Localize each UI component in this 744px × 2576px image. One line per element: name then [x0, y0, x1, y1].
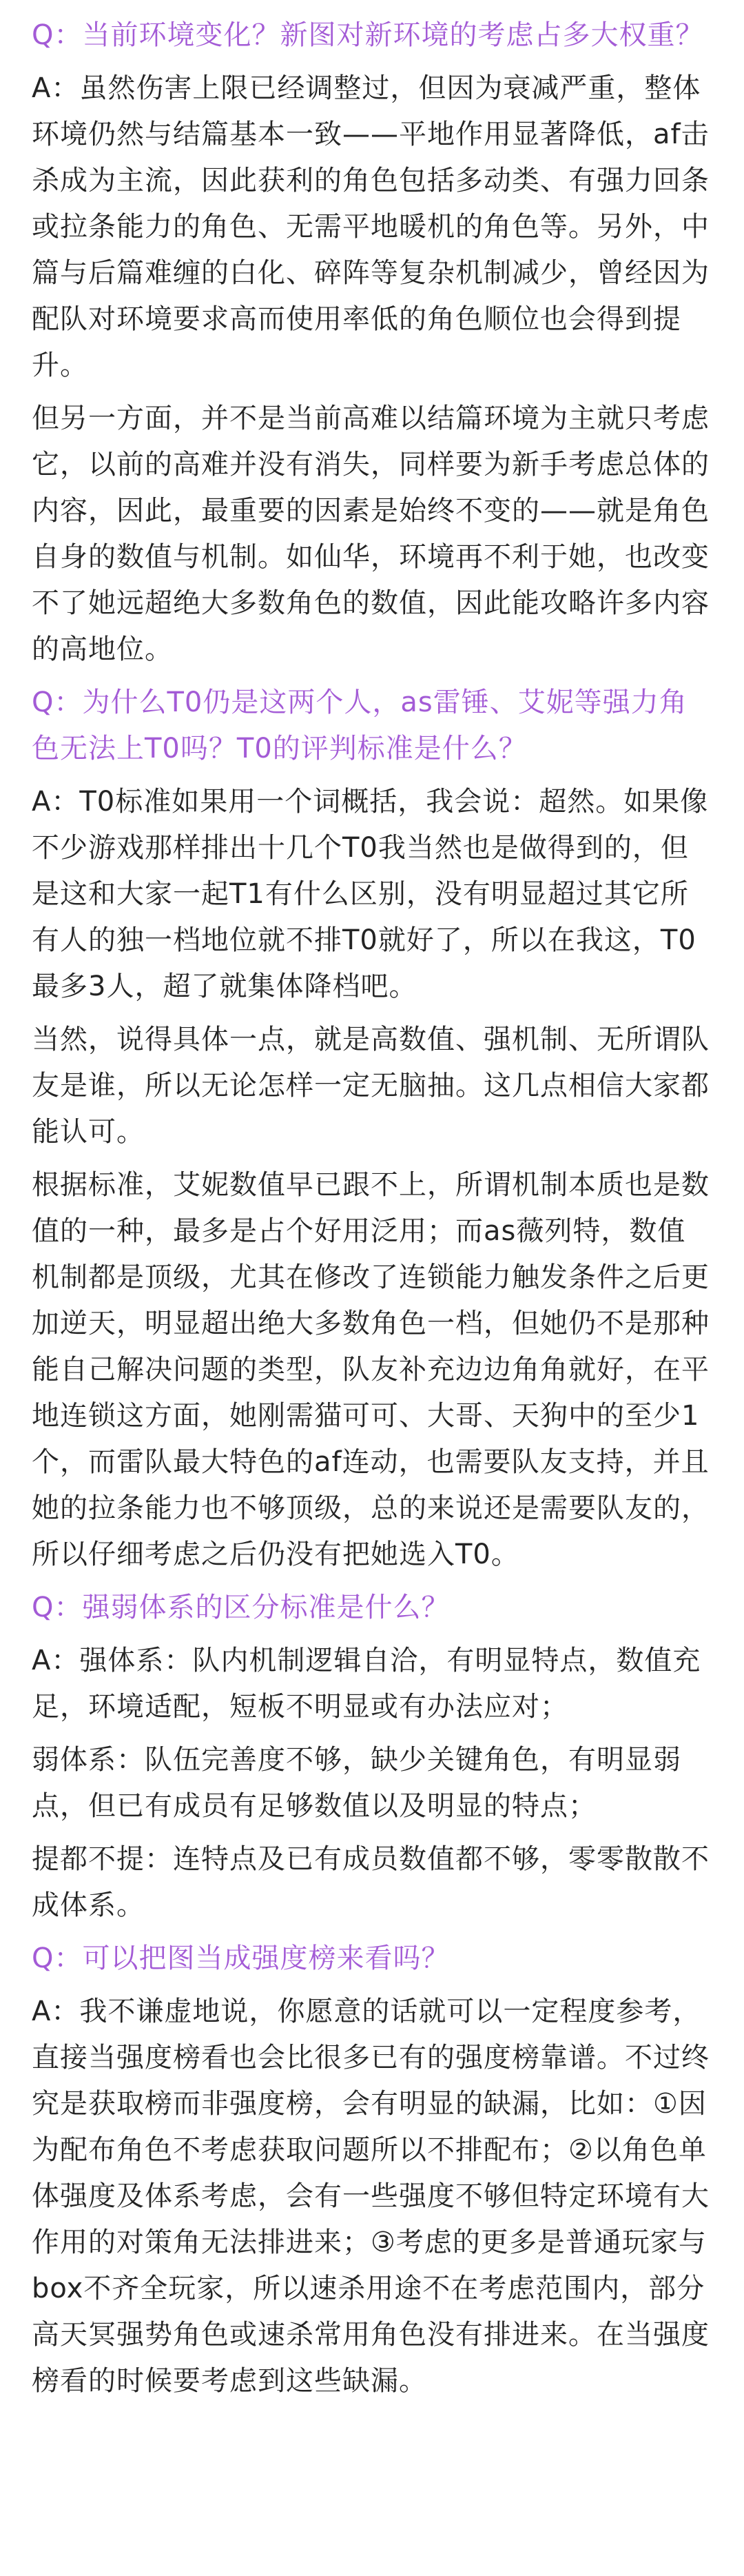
text-line: 自身的数值与机制。如仙华，环境再不利于她，也改变 — [32, 541, 710, 573]
faq-answer-paragraph — [32, 779, 712, 1010]
faq-answer-paragraph — [32, 1737, 712, 1829]
text-line: 配队对环境要求高而使用率低的角色顺位也会得到提 — [32, 303, 681, 335]
faq-answer-paragraph — [32, 65, 712, 389]
text-line: 她的拉条能力也不够顶级，总的来说还是需要队友的， — [32, 1492, 710, 1524]
text-line: Q：当前环境变化？新图对新环境的考虑占多大权重？ — [32, 19, 704, 51]
text-line: 杀成为主流，因此获利的角色包括多动类、有强力回条 — [32, 165, 710, 196]
faq-question — [32, 1585, 712, 1631]
faq-answer-paragraph — [32, 1989, 712, 2404]
text-line: 直接当强度榜看也会比很多已有的强度榜靠谱。不过终 — [32, 2042, 710, 2073]
text-line: 究是获取榜而非强度榜，会有明显的缺漏，比如：①因 — [32, 2088, 707, 2120]
text-line: 值的一种，最多是占个好用泛用；而as薇列特，数值 — [32, 1215, 686, 1247]
faq-answer-paragraph — [32, 1638, 712, 1730]
text-line: 足，环境适配，短板不明显或有办法应对； — [32, 1691, 568, 1723]
text-line: 友是谁，所以无论怎样一定无脑抽。这几点相信大家都 — [32, 1070, 710, 1102]
text-line: 能认可。 — [32, 1116, 145, 1148]
text-line: Q：强弱体系的区分标准是什么？ — [32, 1592, 450, 1623]
text-line: 作用的对策角无法排进来；③考虑的更多是普通玩家与 — [32, 2227, 707, 2258]
text-line: 点，但已有成员有足够数值以及明显的特点； — [32, 1790, 597, 1822]
text-line: 根据标准，艾妮数值早已跟不上，所谓机制本质也是数 — [32, 1169, 710, 1201]
text-line: Q：可以把图当成强度榜来看吗？ — [32, 1943, 450, 1974]
text-line: Q：为什么T0仍是这两个人，as雷锤、艾妮等强力角 — [32, 687, 688, 718]
text-line: 为配布角色不考虑获取问题所以不排配布；②以角色单 — [32, 2134, 707, 2166]
text-line: 环境仍然与结篇基本一致——平地作用显著降低，af击 — [32, 119, 710, 150]
text-line: 色无法上T0吗？T0的评判标准是什么？ — [32, 733, 527, 764]
text-line: A：虽然伤害上限已经调整过，但因为衰减严重，整体 — [32, 72, 701, 104]
faq-answer-paragraph — [32, 1162, 712, 1578]
text-line: 机制都是顶级，尤其在修改了连锁能力触发条件之后更 — [32, 1261, 710, 1293]
text-line: 弱体系：队伍完善度不够，缺少关键角色，有明显弱 — [32, 1744, 681, 1776]
text-line: 有人的独一档地位就不排T0就好了，所以在我这，T0 — [32, 924, 696, 956]
text-line: A：强体系：队内机制逻辑自洽，有明显特点，数值充 — [32, 1645, 701, 1676]
faq-question — [32, 680, 712, 772]
text-line: 篇与后篇难缠的白化、碎阵等复杂机制减少，曾经因为 — [32, 257, 710, 289]
text-line: 体强度及体系考虑，会有一些强度不够但特定环境有大 — [32, 2180, 710, 2212]
text-line: 个，而雷队最大特色的af连动，也需要队友支持，并且 — [32, 1446, 710, 1478]
faq-answer-paragraph — [32, 1017, 712, 1155]
text-line: A：我不谦虚地说，你愿意的话就可以一定程度参考， — [32, 1996, 701, 2027]
text-line: A：T0标准如果用一个词概括，我会说：超然。如果像 — [32, 786, 709, 818]
text-line: 它，以前的高难并没有消失，同样要为新手考虑总体的 — [32, 449, 710, 480]
text-line: 但另一方面，并不是当前高难以结篇环境为主就只考虑 — [32, 403, 710, 434]
text-line: 高天冥强势角色或速杀常用角色没有排进来。在当强度 — [32, 2319, 710, 2351]
text-line: 不少游戏那样排出十几个T0我当然也是做得到的，但 — [32, 832, 689, 864]
faq-answer-paragraph — [32, 1836, 712, 1929]
text-line: 能自己解决问题的类型，队友补充边边角角就好，在平 — [32, 1354, 710, 1386]
text-line: 提都不提：连特点及已有成员数值都不够，零零散散不 — [32, 1843, 710, 1875]
text-line: 内容，因此，最重要的因素是始终不变的——就是角色 — [32, 495, 710, 527]
text-line: 当然，说得具体一点，就是高数值、强机制、无所谓队 — [32, 1024, 710, 1055]
text-line: 的高地位。 — [32, 633, 173, 665]
text-line: 加逆天，明显超出绝大多数角色一档，但她仍不是那种 — [32, 1308, 710, 1339]
text-line: 最多3人，超了就集体降档吧。 — [32, 971, 417, 1002]
faq-question — [32, 1936, 712, 1982]
text-line: 升。 — [32, 349, 88, 381]
text-line: box不齐全玩家，所以速杀用途不在考虑范围内，部分 — [32, 2273, 705, 2304]
text-line: 不了她远超绝大多数角色的数值，因此能攻略许多内容 — [32, 587, 710, 619]
text-line: 所以仔细考虑之后仍没有把她选入T0。 — [32, 1539, 519, 1570]
text-line: 或拉条能力的角色、无需平地暖机的角色等。另外，中 — [32, 211, 710, 243]
text-line: 是这和大家一起T1有什么区别，没有明显超过其它所 — [32, 878, 689, 910]
text-line: 成体系。 — [32, 1889, 145, 1921]
text-line: 地连锁这方面，她刚需猫可可、大哥、天狗中的至少1 — [32, 1400, 700, 1432]
faq-answer-paragraph — [32, 396, 712, 673]
text-line: 榜看的时候要考虑到这些缺漏。 — [32, 2365, 427, 2397]
faq-question — [32, 12, 712, 59]
